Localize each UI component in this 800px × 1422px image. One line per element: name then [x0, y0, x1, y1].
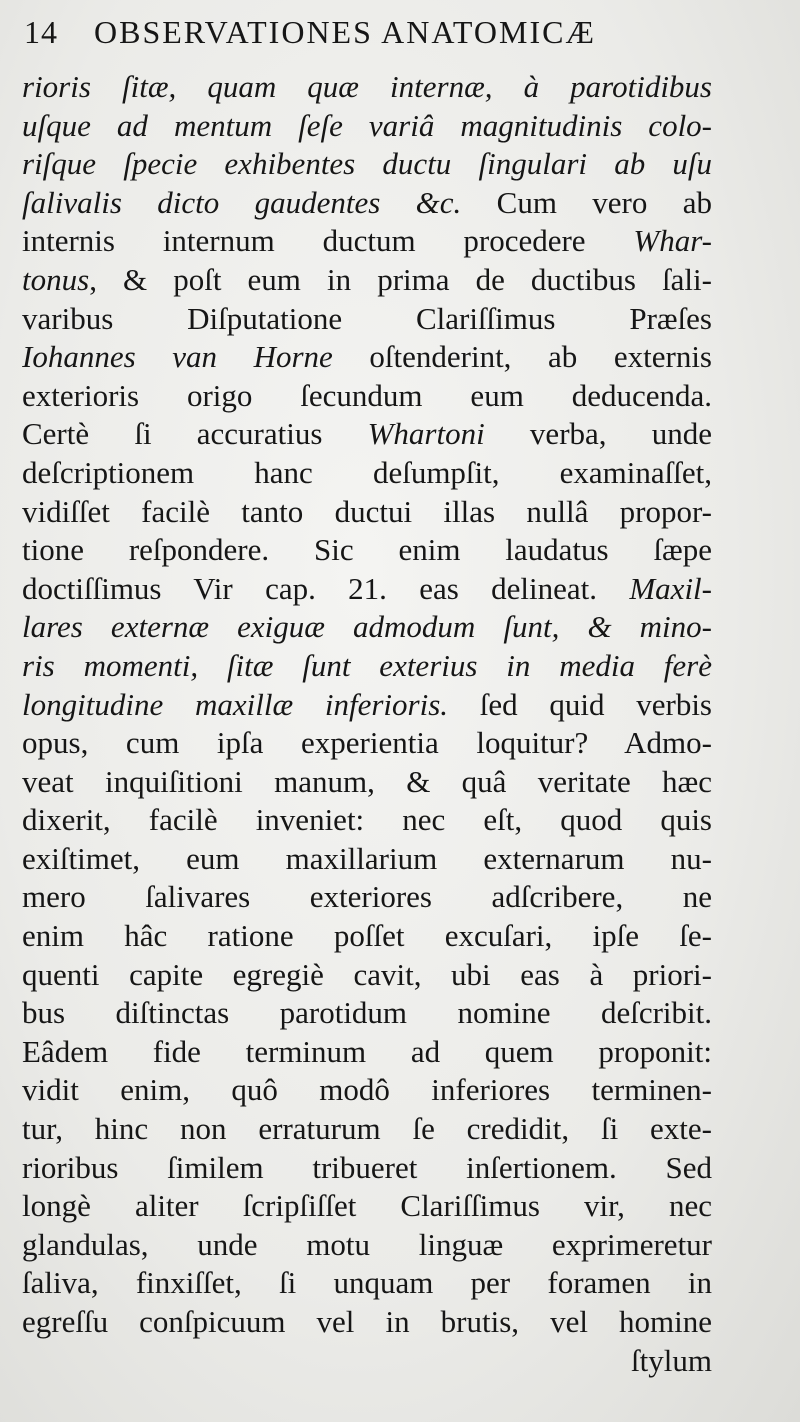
italic-text-segment: tonus: [22, 261, 90, 297]
text-segment: opus, cum ipſa experientia loquitur? Admo-: [22, 725, 712, 761]
text-segment: exiſtimet, eum maxillarium externarum nu-: [22, 840, 712, 876]
text-segment: verba, unde: [484, 416, 712, 452]
text-segment: longè aliter ſcripſiſſet Clariſſimus vir, nec: [22, 1188, 712, 1224]
running-title: OBSERVATIONES ANATOMICÆ: [94, 14, 596, 50]
text-line: [22, 145, 712, 184]
text-line: [22, 994, 712, 1033]
text-line: [22, 68, 712, 107]
text-segment: tione reſpondere. Sic enim laudatus ſæpe: [22, 532, 712, 568]
text-line: [22, 608, 712, 647]
text-segment: , & poſt eum in prima de ductibus ſali-: [89, 261, 712, 297]
text-line: [22, 493, 712, 532]
text-segment: varibus Diſputatione Clariſſimus Præſes: [22, 300, 712, 336]
text-line: [22, 454, 712, 493]
text-segment: Cum vero ab: [461, 184, 712, 220]
text-line: [22, 184, 712, 223]
text-line: [22, 917, 712, 956]
text-line: [22, 801, 712, 840]
text-line: [22, 1226, 712, 1265]
text-line: [22, 1110, 712, 1149]
text-line: [22, 1149, 712, 1188]
text-line: [22, 1303, 712, 1342]
text-line: [22, 300, 712, 339]
text-segment: deſcriptionem hanc deſumpſit, examinaſſet,: [22, 454, 712, 490]
text-segment: egreſſu conſpicuum vel in brutis, vel homine: [22, 1304, 712, 1339]
body-text: [22, 68, 712, 1380]
text-segment: exterioris origo ſecundum eum deducenda.: [22, 377, 712, 413]
text-line: [22, 686, 712, 725]
text-line: [22, 956, 712, 995]
text-line: [22, 1187, 712, 1226]
italic-text-segment: uſque ad mentum ſeſe variâ magnitudinis colo-: [22, 107, 712, 143]
text-line: [22, 840, 712, 879]
text-segment: dixerit, facilè inveniet: nec eſt, quod quis: [22, 802, 712, 838]
text-line: [22, 415, 712, 454]
text-segment: ſed quid verbis: [448, 686, 712, 722]
text-line: [22, 222, 712, 261]
text-segment: mero ſalivares exteriores adſcribere, ne: [22, 879, 712, 915]
text-segment: glandulas, unde motu linguæ exprimeretur: [22, 1226, 712, 1262]
italic-text-segment: rioris ſitæ, quam quæ internæ, à parotidibus: [22, 69, 712, 104]
text-line: [22, 107, 712, 146]
italic-text-segment: riſque ſpecie exhibentes ductu ſingulari ab uſu: [22, 146, 712, 182]
italic-text-segment: Maxil-: [629, 570, 712, 606]
text-line: [22, 570, 712, 609]
text-line: [22, 377, 712, 416]
text-segment: rioribus ſimilem tribueret inſertionem. Sed: [22, 1149, 712, 1185]
text-line: [22, 1033, 712, 1072]
catchword: ſtylum: [631, 1342, 712, 1378]
running-header: [24, 14, 764, 58]
italic-text-segment: Iohannes van Horne: [22, 339, 333, 375]
italic-text-segment: ris momenti, ſitæ ſunt exterius in media ferè: [22, 647, 712, 683]
text-line: [22, 338, 712, 377]
text-segment: vidiſſet facilè tanto ductui illas nullâ propor-: [22, 493, 712, 529]
text-segment: vidit enim, quô modô inferiores terminen-: [22, 1072, 712, 1108]
page-number: 14: [24, 14, 58, 50]
text-segment: bus diſtinctas parotidum nomine deſcribit.: [22, 995, 712, 1031]
text-segment: Certè ſi accuratius: [22, 416, 368, 452]
text-line: [22, 1071, 712, 1110]
text-segment: quenti capite egregiè cavit, ubi eas à priori-: [22, 956, 712, 992]
text-segment: Eâdem fide terminum ad quem proponit:: [22, 1033, 712, 1069]
text-segment: veat inquiſitioni manum, & quâ veritate hæc: [22, 763, 712, 799]
text-line: [22, 1264, 712, 1303]
text-segment: internis internum ductum procedere: [22, 223, 634, 259]
text-segment: tur, hinc non erraturum ſe credidit, ſi exte-: [22, 1111, 712, 1147]
italic-text-segment: Whar-: [633, 223, 712, 259]
text-line: [22, 531, 712, 570]
text-line: [22, 647, 712, 686]
text-segment: oſtenderint, ab externis: [332, 339, 712, 375]
text-line: [22, 878, 712, 917]
text-segment: enim hâc ratione poſſet excuſari, ipſe ſe-: [22, 918, 712, 954]
text-segment: ſaliva, finxiſſet, ſi unquam per foramen in: [22, 1265, 712, 1301]
text-line: [22, 763, 712, 802]
italic-text-segment: ſalivalis dicto gaudentes &c.: [22, 184, 462, 220]
text-line: [22, 261, 712, 300]
italic-text-segment: Whartoni: [367, 416, 485, 452]
italic-text-segment: longitudine maxillæ inferioris.: [22, 686, 449, 722]
text-line: [22, 724, 712, 763]
italic-text-segment: lares externæ exiguæ admodum ſunt, & mino-: [22, 609, 712, 645]
text-segment: doctiſſimus Vir cap. 21. eas delineat.: [22, 570, 630, 606]
